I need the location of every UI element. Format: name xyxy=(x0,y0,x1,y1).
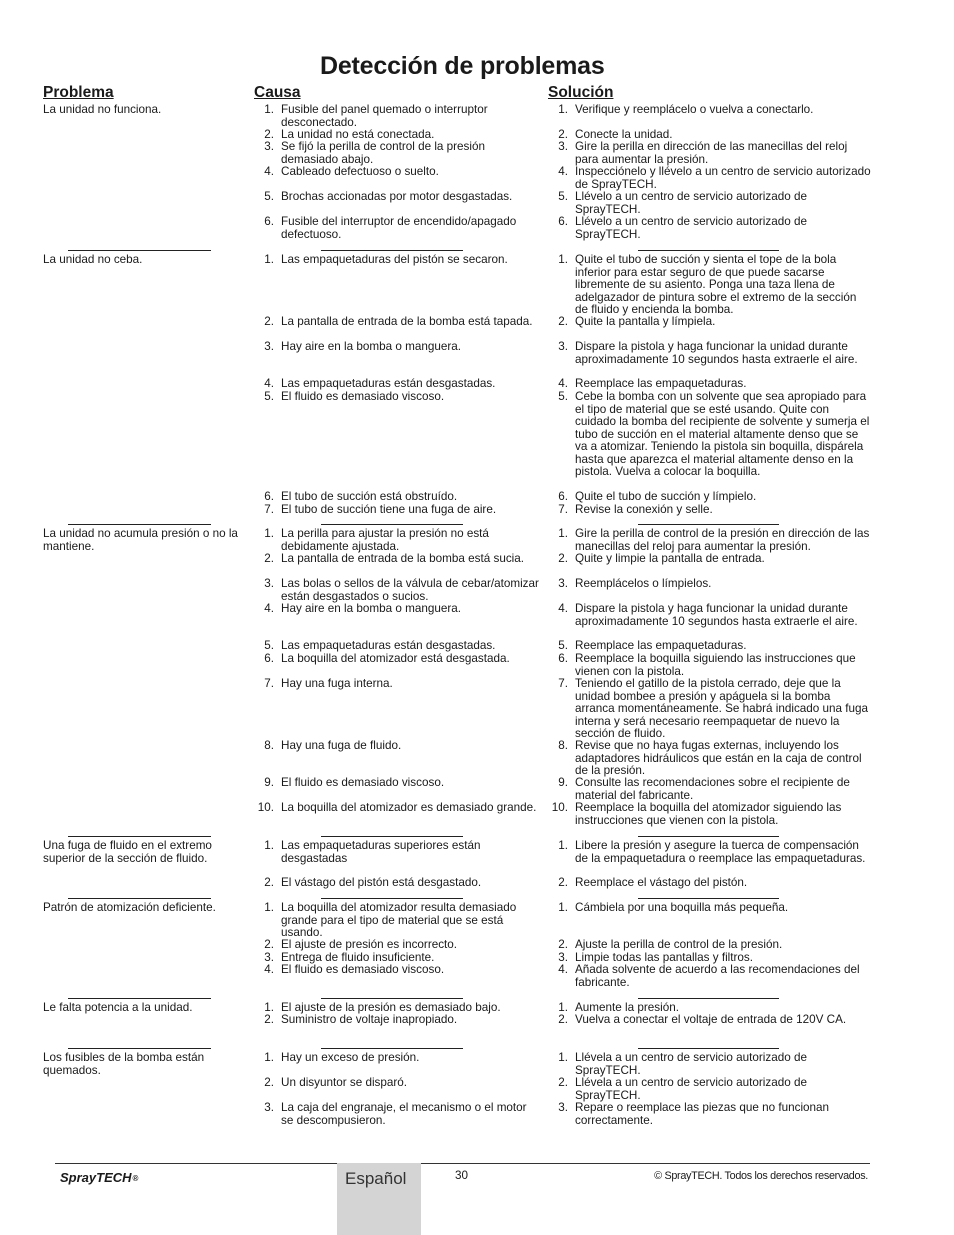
page-number: 30 xyxy=(455,1169,469,1182)
copyright-notice: © SprayTECH. Todos los derechos reservados. xyxy=(654,1170,868,1182)
solution-number: 2. xyxy=(558,128,568,141)
solution-text: Inspecciónelo y llévelo a un centro de servicio autorizado de SprayTECH. xyxy=(575,165,871,191)
cause-number: 5. xyxy=(264,390,274,403)
solution-item xyxy=(551,491,871,504)
cause-number: 3. xyxy=(264,577,274,590)
cause-item xyxy=(257,877,542,890)
cause-number: 1. xyxy=(264,1001,274,1014)
solution-number: 3. xyxy=(558,951,568,964)
spraytech-logo: SprayTECH® xyxy=(60,1170,139,1185)
row-separator-rule xyxy=(68,898,211,899)
solution-text: Verifique y reemplácelo o vuelva a conectarlo. xyxy=(575,103,814,116)
cause-text: Hay aire en la bomba o manguera. xyxy=(281,602,461,615)
cause-number: 2. xyxy=(264,938,274,951)
cause-item xyxy=(257,802,542,815)
cause-number: 6. xyxy=(264,490,274,503)
cause-item xyxy=(257,902,542,940)
solution-item xyxy=(551,553,871,566)
cause-item xyxy=(257,378,542,391)
row-separator-rule xyxy=(638,1048,779,1049)
solution-item xyxy=(551,104,871,117)
solution-text: Limpie todas las pantallas y filtros. xyxy=(575,951,753,964)
solution-text: Reemplace las empaquetaduras. xyxy=(575,639,747,652)
cause-item xyxy=(257,504,542,517)
row-separator-rule xyxy=(638,250,779,251)
solution-number: 4. xyxy=(558,963,568,976)
cause-item xyxy=(257,1052,542,1065)
solution-number: 5. xyxy=(558,639,568,652)
solution-number: 1. xyxy=(558,103,568,116)
solution-text: Reemplace la boquilla siguiendo las instrucciones que vienen con la pistola. xyxy=(575,652,856,678)
solution-number: 2. xyxy=(558,552,568,565)
cause-text: El tubo de succión está obstruído. xyxy=(281,490,458,503)
solution-number: 5. xyxy=(558,390,568,403)
solution-number: 1. xyxy=(558,1051,568,1064)
cause-text: Hay aire en la bomba o manguera. xyxy=(281,340,461,353)
cause-item xyxy=(257,678,542,691)
solution-text: Teniendo el gatillo de la pistola cerrado, deje que la unidad bombee a presión y apáguela si la bomba arranca momentáneamente. Se habrá indicado una fuga interna y será necesario reempaquetar de nuevo la sección de fluido. xyxy=(575,677,869,740)
cause-text: Suministro de voltaje inapropiado. xyxy=(281,1013,458,1026)
solution-number: 6. xyxy=(558,215,568,228)
cause-number: 1. xyxy=(264,839,274,852)
cause-number: 6. xyxy=(264,652,274,665)
solution-number: 4. xyxy=(558,165,568,178)
problem-text: Una fuga de fluido en el extremo superior de la sección de fluido. xyxy=(43,839,212,865)
language-label: Español xyxy=(345,1169,407,1188)
solution-item xyxy=(551,141,871,166)
cause-number: 1. xyxy=(264,103,274,116)
cause-text: El fluido es demasiado viscoso. xyxy=(281,963,445,976)
cause-item xyxy=(257,254,542,267)
solution-number: 1. xyxy=(558,901,568,914)
solution-text: Vuelva a conectar el voltaje de entrada de 120V CA. xyxy=(575,1013,847,1026)
cause-number: 2. xyxy=(264,1013,274,1026)
solution-item xyxy=(551,391,871,479)
solution-item xyxy=(551,939,871,952)
cause-text: La pantalla de entrada de la bomba está sucia. xyxy=(281,552,525,565)
cause-text: Hay una fuga de fluido. xyxy=(281,739,402,752)
cause-number: 4. xyxy=(264,602,274,615)
problem-text: La unidad no acumula presión o no la mantiene. xyxy=(43,527,238,553)
solution-item xyxy=(551,166,871,191)
solution-item xyxy=(551,528,871,553)
problem-text: Le falta potencia a la unidad. xyxy=(43,1001,193,1014)
footer-rule xyxy=(55,1163,870,1164)
solution-number: 6. xyxy=(558,652,568,665)
cause-text: La pantalla de entrada de la bomba está tapada. xyxy=(281,315,533,328)
row-separator-rule xyxy=(638,898,779,899)
solution-item xyxy=(551,603,871,628)
solution-number: 3. xyxy=(558,340,568,353)
cause-item xyxy=(257,640,542,653)
cause-text: Brochas accionadas por motor desgastadas. xyxy=(281,190,513,203)
solution-item xyxy=(551,191,871,216)
cause-number: 2. xyxy=(264,315,274,328)
page-title: Detección de problemas xyxy=(320,52,605,80)
cause-number: 3. xyxy=(264,951,274,964)
cause-item xyxy=(257,964,542,977)
cause-item xyxy=(257,166,542,179)
cause-item xyxy=(257,341,542,354)
cause-text: La boquilla del atomizador es demasiado grande. xyxy=(281,801,537,814)
cause-number: 2. xyxy=(264,1076,274,1089)
cause-item xyxy=(257,216,542,241)
solution-number: 1. xyxy=(558,839,568,852)
solution-number: 2. xyxy=(558,1076,568,1089)
solution-item xyxy=(551,802,871,827)
cause-text: Cableado defectuoso o suelto. xyxy=(281,165,439,178)
cause-item xyxy=(257,777,542,790)
cause-item xyxy=(257,391,542,404)
solution-item xyxy=(551,254,871,317)
cause-number: 4. xyxy=(264,377,274,390)
cause-text: Las bolas o sellos de la válvula de cebar/atomizar están desgastados o sucios. xyxy=(281,577,539,603)
cause-number: 5. xyxy=(264,190,274,203)
solution-item xyxy=(551,840,871,865)
solution-item xyxy=(551,653,871,678)
cause-item xyxy=(257,491,542,504)
solution-item xyxy=(551,216,871,241)
solution-item xyxy=(551,964,871,989)
cause-item xyxy=(257,528,542,553)
solution-text: Libere la presión y asegure la tuerca de compensación de la empaquetadura o reemplace las empaquetaduras. xyxy=(575,839,866,865)
solution-text: Quite el tubo de succión y límpielo. xyxy=(575,490,757,503)
solution-item xyxy=(551,640,871,653)
solution-number: 1. xyxy=(558,253,568,266)
solution-text: Llévela a un centro de servicio autorizado de SprayTECH. xyxy=(575,1076,807,1102)
cause-number: 10. xyxy=(257,801,274,814)
solution-text: Ajuste la perilla de control de la presión. xyxy=(575,938,783,951)
cause-number: 1. xyxy=(264,253,274,266)
solution-text: Quite el tubo de succión y sienta el tope de la bola inferior para estar seguro de que puede sacarse libremente de su asiento. Ponga una taza llena de adelgazador de pintura sobre el extremo de la sección de fluido y encienda la bomba. xyxy=(575,253,857,316)
solution-number: 10. xyxy=(551,801,568,814)
solution-text: Reemplace las empaquetaduras. xyxy=(575,377,747,390)
cause-number: 1. xyxy=(264,527,274,540)
row-separator-rule xyxy=(638,998,779,999)
cause-item xyxy=(257,603,542,616)
solution-text: Revise la conexión y selle. xyxy=(575,503,713,516)
solution-number: 2. xyxy=(558,876,568,889)
cause-item xyxy=(257,316,542,329)
language-tab xyxy=(337,1163,421,1235)
solution-text: Reemplace el vástago del pistón. xyxy=(575,876,748,889)
solution-text: Quite y limpie la pantalla de entrada. xyxy=(575,552,765,565)
column-header-problema: Problema xyxy=(43,84,114,101)
cause-text: La caja del engranaje, el mecanismo o el motor se descompusieron. xyxy=(281,1101,527,1127)
solution-item xyxy=(551,1077,871,1102)
row-separator-rule xyxy=(638,836,779,837)
solution-text: Llévela a un centro de servicio autorizado de SprayTECH. xyxy=(575,1051,807,1077)
solution-item xyxy=(551,777,871,802)
solution-number: 4. xyxy=(558,377,568,390)
cause-text: El vástago del pistón está desgastado. xyxy=(281,876,482,889)
solution-number: 2. xyxy=(558,1013,568,1026)
solution-number: 7. xyxy=(558,503,568,516)
cause-number: 6. xyxy=(264,215,274,228)
cause-text: El fluido es demasiado viscoso. xyxy=(281,390,445,403)
row-separator-rule xyxy=(321,524,463,525)
cause-text: Hay una fuga interna. xyxy=(281,677,393,690)
row-separator-rule xyxy=(68,998,211,999)
solution-item xyxy=(551,678,871,741)
cause-item xyxy=(257,1014,542,1027)
solution-text: Conecte la unidad. xyxy=(575,128,673,141)
solution-text: Gire la perilla de control de la presión en dirección de las manecillas del reloj para aumentar la presión. xyxy=(575,527,870,553)
solution-text: Revise que no haya fugas externas, incluyendo los adaptadores hidráulicos que están en la caja de control de la presión. xyxy=(575,739,862,777)
solution-item xyxy=(551,877,871,890)
solution-text: Consulte las recomendaciones sobre el recipiente de material del fabricante. xyxy=(575,776,850,802)
cause-item xyxy=(257,653,542,666)
solution-number: 3. xyxy=(558,1101,568,1114)
cause-number: 3. xyxy=(264,1101,274,1114)
cause-text: La boquilla del atomizador resulta demasiado grande para el tipo de material que se está usando. xyxy=(281,901,517,939)
cause-number: 1. xyxy=(264,901,274,914)
cause-text: Las empaquetaduras del pistón se secaron. xyxy=(281,253,508,266)
cause-item xyxy=(257,840,542,865)
cause-item xyxy=(257,939,542,952)
row-separator-rule xyxy=(68,1048,211,1049)
cause-text: El ajuste de la presión es demasiado bajo. xyxy=(281,1001,501,1014)
solution-text: Reemplácelos o límpielos. xyxy=(575,577,712,590)
cause-text: Un disyuntor se disparó. xyxy=(281,1076,408,1089)
cause-number: 3. xyxy=(264,340,274,353)
solution-item xyxy=(551,740,871,778)
row-separator-rule xyxy=(638,524,779,525)
solution-text: Gire la perilla en dirección de las manecillas del reloj para aumentar la presión. xyxy=(575,140,848,166)
cause-item xyxy=(257,191,542,204)
column-header-causa: Causa xyxy=(254,84,301,101)
cause-text: El fluido es demasiado viscoso. xyxy=(281,776,445,789)
cause-number: 5. xyxy=(264,639,274,652)
row-separator-rule xyxy=(68,524,211,525)
row-separator-rule xyxy=(68,836,211,837)
cause-item xyxy=(257,578,542,603)
row-separator-rule xyxy=(321,1048,463,1049)
cause-item xyxy=(257,104,542,129)
cause-number: 3. xyxy=(264,140,274,153)
cause-text: Entrega de fluido insuficiente. xyxy=(281,951,435,964)
solution-number: 7. xyxy=(558,677,568,690)
solution-number: 9. xyxy=(558,776,568,789)
cause-number: 8. xyxy=(264,739,274,752)
cause-item xyxy=(257,1077,542,1090)
row-separator-rule xyxy=(68,250,211,251)
solution-text: Aumente la presión. xyxy=(575,1001,679,1014)
cause-item xyxy=(257,1102,542,1127)
solution-number: 2. xyxy=(558,315,568,328)
cause-text: El ajuste de presión es incorrecto. xyxy=(281,938,458,951)
solution-item xyxy=(551,504,871,517)
solution-number: 3. xyxy=(558,140,568,153)
solution-item xyxy=(551,578,871,591)
cause-number: 7. xyxy=(264,677,274,690)
cause-number: 2. xyxy=(264,552,274,565)
solution-number: 1. xyxy=(558,527,568,540)
cause-text: La boquilla del atomizador está desgastada. xyxy=(281,652,510,665)
solution-number: 3. xyxy=(558,577,568,590)
solution-item xyxy=(551,316,871,329)
solution-text: Repare o reemplace las piezas que no funcionan correctamente. xyxy=(575,1101,830,1127)
solution-number: 2. xyxy=(558,938,568,951)
solution-number: 1. xyxy=(558,1001,568,1014)
cause-number: 1. xyxy=(264,1051,274,1064)
solution-number: 6. xyxy=(558,490,568,503)
solution-item xyxy=(551,1102,871,1127)
solution-number: 4. xyxy=(558,602,568,615)
solution-item xyxy=(551,341,871,366)
solution-number: 8. xyxy=(558,739,568,752)
solution-text: Cebe la bomba con un solvente que sea apropiado para el tipo de material que se esté usando. Quite con cuidado la bomba del recipiente de solvente y sumerja el tubo de succión en el material altamente denso que se va a atomizar. Teniendo la pistola sin boquilla, dispárela hasta que aparezca el material altamente denso en la pistola. Vuelva a colocar la boquilla. xyxy=(575,390,870,478)
column-header-solucion: Solución xyxy=(548,84,614,101)
cause-text: La perilla para ajustar la presión no está debidamente ajustada. xyxy=(281,527,489,553)
solution-text: Cámbiela por una boquilla más pequeña. xyxy=(575,901,789,914)
cause-number: 7. xyxy=(264,503,274,516)
solution-item xyxy=(551,378,871,391)
cause-text: Fusible del interruptor de encendido/apagado defectuoso. xyxy=(281,215,517,241)
cause-text: Hay un exceso de presión. xyxy=(281,1051,420,1064)
solution-text: Llévelo a un centro de servicio autorizado de SprayTECH. xyxy=(575,190,807,216)
cause-number: 4. xyxy=(264,165,274,178)
row-separator-rule xyxy=(321,836,463,837)
cause-item xyxy=(257,553,542,566)
cause-number: 2. xyxy=(264,876,274,889)
cause-text: Se fijó la perilla de control de la presión demasiado abajo. xyxy=(281,140,486,166)
cause-number: 4. xyxy=(264,963,274,976)
row-separator-rule xyxy=(321,898,463,899)
cause-item xyxy=(257,740,542,753)
solution-text: Añada solvente de acuerdo a las recomendaciones del fabricante. xyxy=(575,963,860,989)
problem-text: Los fusibles de la bomba están quemados. xyxy=(43,1051,205,1077)
solution-item xyxy=(551,902,871,915)
problem-text: La unidad no funciona. xyxy=(43,103,162,116)
solution-text: Dispare la pistola y haga funcionar la unidad durante aproximadamente 10 segundos hasta extraerle el aire. xyxy=(575,602,858,628)
solution-text: Dispare la pistola y haga funcionar la unidad durante aproximadamente 10 segundos hasta extraerle el aire. xyxy=(575,340,858,366)
cause-text: La unidad no está conectada. xyxy=(281,128,435,141)
row-separator-rule xyxy=(321,998,463,999)
row-separator-rule xyxy=(321,250,463,251)
problem-text: La unidad no ceba. xyxy=(43,253,143,266)
solution-item xyxy=(551,1052,871,1077)
cause-text: Las empaquetaduras superiores están desgastadas xyxy=(281,839,481,865)
solution-text: Reemplace la boquilla del atomizador siguiendo las instrucciones que vienen con la pistola. xyxy=(575,801,842,827)
solution-text: Quite la pantalla y límpiela. xyxy=(575,315,716,328)
solution-number: 5. xyxy=(558,190,568,203)
cause-text: Fusible del panel quemado o interruptor desconectado. xyxy=(281,103,488,129)
cause-number: 9. xyxy=(264,776,274,789)
cause-text: Las empaquetaduras están desgastadas. xyxy=(281,377,496,390)
cause-text: El tubo de succión tiene una fuga de aire. xyxy=(281,503,497,516)
problem-text: Patrón de atomización deficiente. xyxy=(43,901,216,914)
solution-item xyxy=(551,1014,871,1027)
cause-text: Las empaquetaduras están desgastadas. xyxy=(281,639,496,652)
cause-item xyxy=(257,141,542,166)
cause-number: 2. xyxy=(264,128,274,141)
solution-text: Llévelo a un centro de servicio autorizado de SprayTECH. xyxy=(575,215,807,241)
